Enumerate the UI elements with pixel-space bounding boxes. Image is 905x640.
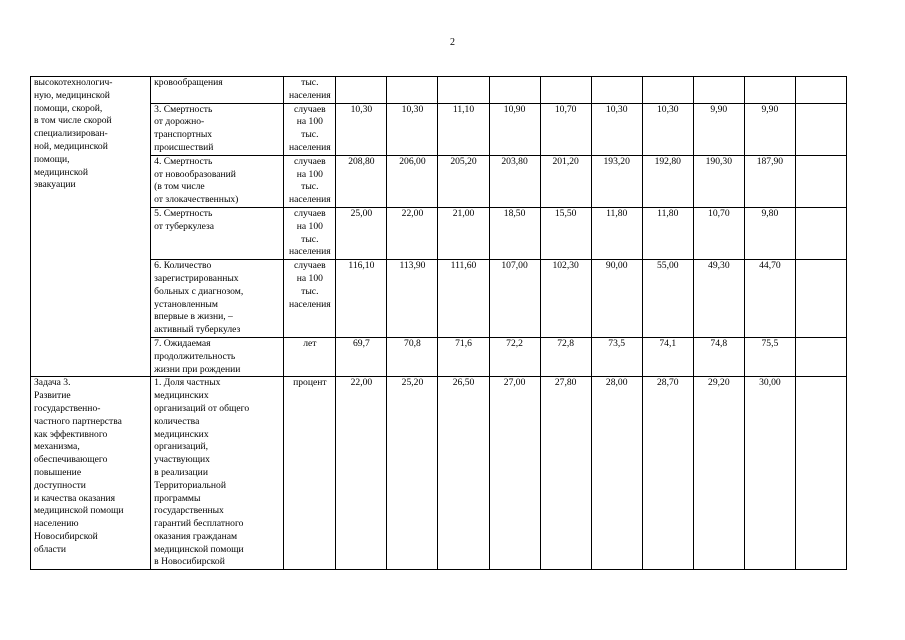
task-cell	[31, 377, 151, 570]
indicator-cell	[151, 103, 284, 155]
value-cell: 70,8	[387, 337, 438, 376]
value-cell: 102,30	[540, 260, 591, 338]
unit-cell	[284, 155, 336, 207]
value-cell	[336, 77, 387, 104]
value-cell: 11,10	[438, 103, 489, 155]
text-line: 5. Смертность	[154, 207, 213, 219]
unit-cell	[284, 260, 336, 338]
text-line: на 100	[296, 220, 323, 232]
text-line: обеспечивающего	[34, 454, 108, 466]
text-line: механизма,	[34, 441, 80, 453]
text-line: организаций от общего	[154, 402, 250, 414]
value-cell	[489, 77, 540, 104]
text-line: на 100	[296, 116, 323, 128]
text-line: процент	[293, 377, 327, 389]
value-cell	[642, 77, 693, 104]
empty-cell	[795, 77, 846, 104]
value-cell: 29,20	[693, 377, 744, 570]
unit-cell	[284, 103, 336, 155]
value-cell: 9,80	[744, 207, 795, 259]
text-line: от злокачественных)	[154, 194, 239, 206]
unit-cell	[284, 207, 336, 259]
text-line: тыс.	[301, 233, 319, 245]
text-line: тыс.	[301, 77, 319, 88]
text-line: транспортных	[154, 129, 213, 141]
text-line: участвующих	[154, 454, 210, 466]
value-cell	[744, 77, 795, 104]
text-line: организаций,	[154, 441, 209, 453]
value-cell: 10,70	[693, 207, 744, 259]
table-row	[31, 207, 847, 259]
text-line: Новосибирской	[34, 530, 98, 542]
text-line: доступности	[34, 479, 86, 491]
value-cell: 10,30	[336, 103, 387, 155]
text-line: зарегистрированных	[154, 272, 239, 284]
value-cell: 206,00	[387, 155, 438, 207]
value-cell: 192,80	[642, 155, 693, 207]
table-row	[31, 377, 847, 570]
value-cell: 18,50	[489, 207, 540, 259]
value-cell: 203,80	[489, 155, 540, 207]
text-line: случаев	[293, 260, 326, 272]
text-line: 1. Доля частных	[154, 377, 221, 389]
text-line: на 100	[296, 168, 323, 180]
table-row	[31, 103, 847, 155]
indicator-cell	[151, 377, 284, 570]
value-cell	[540, 77, 591, 104]
value-cell: 201,20	[540, 155, 591, 207]
text-line: в Новосибирской	[154, 556, 225, 568]
text-line: государственно-	[34, 402, 101, 414]
value-cell: 49,30	[693, 260, 744, 338]
value-cell: 22,00	[387, 207, 438, 259]
value-cell: 10,30	[387, 103, 438, 155]
text-line: повышение	[34, 466, 82, 478]
value-cell: 30,00	[744, 377, 795, 570]
page-number: 2	[450, 37, 455, 48]
text-line: 7. Ожидаемая	[154, 337, 211, 349]
text-line: случаев	[293, 207, 326, 219]
value-cell: 190,30	[693, 155, 744, 207]
value-cell: 9,90	[693, 103, 744, 155]
text-line: области	[34, 543, 67, 555]
text-line: медицинской помощи	[154, 543, 244, 555]
unit-cell	[284, 377, 336, 570]
text-line: помощи,	[34, 153, 70, 165]
text-line: 6. Количество	[154, 260, 212, 272]
value-cell	[591, 77, 642, 104]
value-cell: 27,80	[540, 377, 591, 570]
value-cell: 44,70	[744, 260, 795, 338]
indicator-cell	[151, 77, 284, 104]
text-line: от дорожно-	[154, 116, 205, 128]
indicator-cell	[151, 260, 284, 338]
table-row	[31, 155, 847, 207]
value-cell: 71,6	[438, 337, 489, 376]
value-cell	[438, 77, 489, 104]
value-cell: 111,60	[438, 260, 489, 338]
unit-cell	[284, 77, 336, 104]
text-line: населения	[288, 298, 331, 310]
value-cell	[387, 77, 438, 104]
value-cell	[693, 77, 744, 104]
text-line: тыс.	[301, 181, 319, 193]
text-line: ную, медицинской	[34, 89, 110, 101]
text-line: случаев	[293, 155, 326, 167]
value-cell: 55,00	[642, 260, 693, 338]
value-cell: 72,8	[540, 337, 591, 376]
empty-cell	[795, 337, 846, 376]
value-cell: 116,10	[336, 260, 387, 338]
text-line: медицинских	[154, 390, 209, 402]
empty-cell	[795, 260, 846, 338]
value-cell: 26,50	[438, 377, 489, 570]
text-line: от новообразований	[154, 168, 236, 180]
text-line: 4. Смертность	[154, 155, 213, 167]
value-cell: 27,00	[489, 377, 540, 570]
empty-cell	[795, 155, 846, 207]
text-line: больных с диагнозом,	[154, 285, 244, 297]
text-line: от туберкулеза	[154, 220, 215, 232]
unit-cell	[284, 337, 336, 376]
text-line: активный туберкулез	[154, 324, 241, 336]
value-cell: 90,00	[591, 260, 642, 338]
text-line: на 100	[296, 272, 323, 284]
value-cell: 193,20	[591, 155, 642, 207]
text-line: впервые в жизни, –	[154, 311, 233, 323]
text-line: государственных	[154, 505, 224, 517]
text-line: населения	[288, 141, 331, 153]
value-cell: 25,00	[336, 207, 387, 259]
text-line: как эффективного	[34, 428, 108, 440]
empty-cell	[795, 207, 846, 259]
text-line: жизни при рождении	[154, 363, 241, 375]
value-cell: 113,90	[387, 260, 438, 338]
text-line: в том числе скорой	[34, 115, 112, 127]
indicators-table	[30, 76, 847, 570]
value-cell: 11,80	[642, 207, 693, 259]
text-line: специализирован-	[34, 128, 108, 140]
text-line: помощи, скорой,	[34, 102, 103, 114]
value-cell: 28,00	[591, 377, 642, 570]
value-cell: 10,90	[489, 103, 540, 155]
text-line: лет	[303, 337, 317, 349]
table-row	[31, 260, 847, 338]
value-cell: 75,5	[744, 337, 795, 376]
text-line: Территориальной	[154, 479, 226, 491]
value-cell: 15,50	[540, 207, 591, 259]
value-cell: 73,5	[591, 337, 642, 376]
text-line: кровообращения	[154, 77, 223, 88]
value-cell: 187,90	[744, 155, 795, 207]
text-line: медицинской	[34, 166, 88, 178]
value-cell: 205,20	[438, 155, 489, 207]
empty-cell	[795, 377, 846, 570]
value-cell: 69,7	[336, 337, 387, 376]
text-line: населения	[288, 194, 331, 206]
value-cell: 25,20	[387, 377, 438, 570]
text-line: высокотехнологич-	[34, 77, 113, 88]
text-line: случаев	[293, 103, 326, 115]
value-cell: 72,2	[489, 337, 540, 376]
text-line: происшествий	[154, 141, 214, 153]
table-row	[31, 337, 847, 376]
value-cell: 107,00	[489, 260, 540, 338]
text-line: в реализации	[154, 466, 208, 478]
value-cell: 10,70	[540, 103, 591, 155]
text-line: ной, медицинской	[34, 140, 108, 152]
value-cell: 9,90	[744, 103, 795, 155]
text-line: 3. Смертность	[154, 103, 213, 115]
text-line: программы	[154, 492, 201, 504]
value-cell: 21,00	[438, 207, 489, 259]
text-line: гарантий бесплатного	[154, 518, 244, 530]
indicator-cell	[151, 155, 284, 207]
text-line: установленным	[154, 298, 218, 310]
text-line: продолжительность	[154, 350, 236, 362]
table-row	[31, 77, 847, 104]
text-line: (в том числе	[154, 181, 205, 193]
text-line: и качества оказания	[34, 492, 116, 504]
value-cell: 22,00	[336, 377, 387, 570]
text-line: частного партнерства	[34, 415, 122, 427]
text-line: тыс.	[301, 129, 319, 141]
empty-cell	[795, 103, 846, 155]
text-line: Развитие	[34, 390, 71, 402]
value-cell: 74,8	[693, 337, 744, 376]
value-cell: 10,30	[642, 103, 693, 155]
text-line: медицинских	[154, 428, 209, 440]
text-line: эвакуации	[34, 179, 76, 191]
value-cell: 11,80	[591, 207, 642, 259]
text-line: населения	[288, 89, 331, 101]
text-line: тыс.	[301, 285, 319, 297]
text-line: Задача 3.	[34, 377, 71, 389]
text-line: населения	[288, 246, 331, 258]
text-line: количества	[154, 415, 200, 427]
text-line: населению	[34, 518, 79, 530]
text-line: медицинской помощи	[34, 505, 124, 517]
value-cell: 28,70	[642, 377, 693, 570]
value-cell: 74,1	[642, 337, 693, 376]
text-line: оказания гражданам	[154, 530, 238, 542]
indicator-cell	[151, 207, 284, 259]
value-cell: 10,30	[591, 103, 642, 155]
indicator-cell	[151, 337, 284, 376]
value-cell: 208,80	[336, 155, 387, 207]
task-cell	[31, 77, 151, 377]
